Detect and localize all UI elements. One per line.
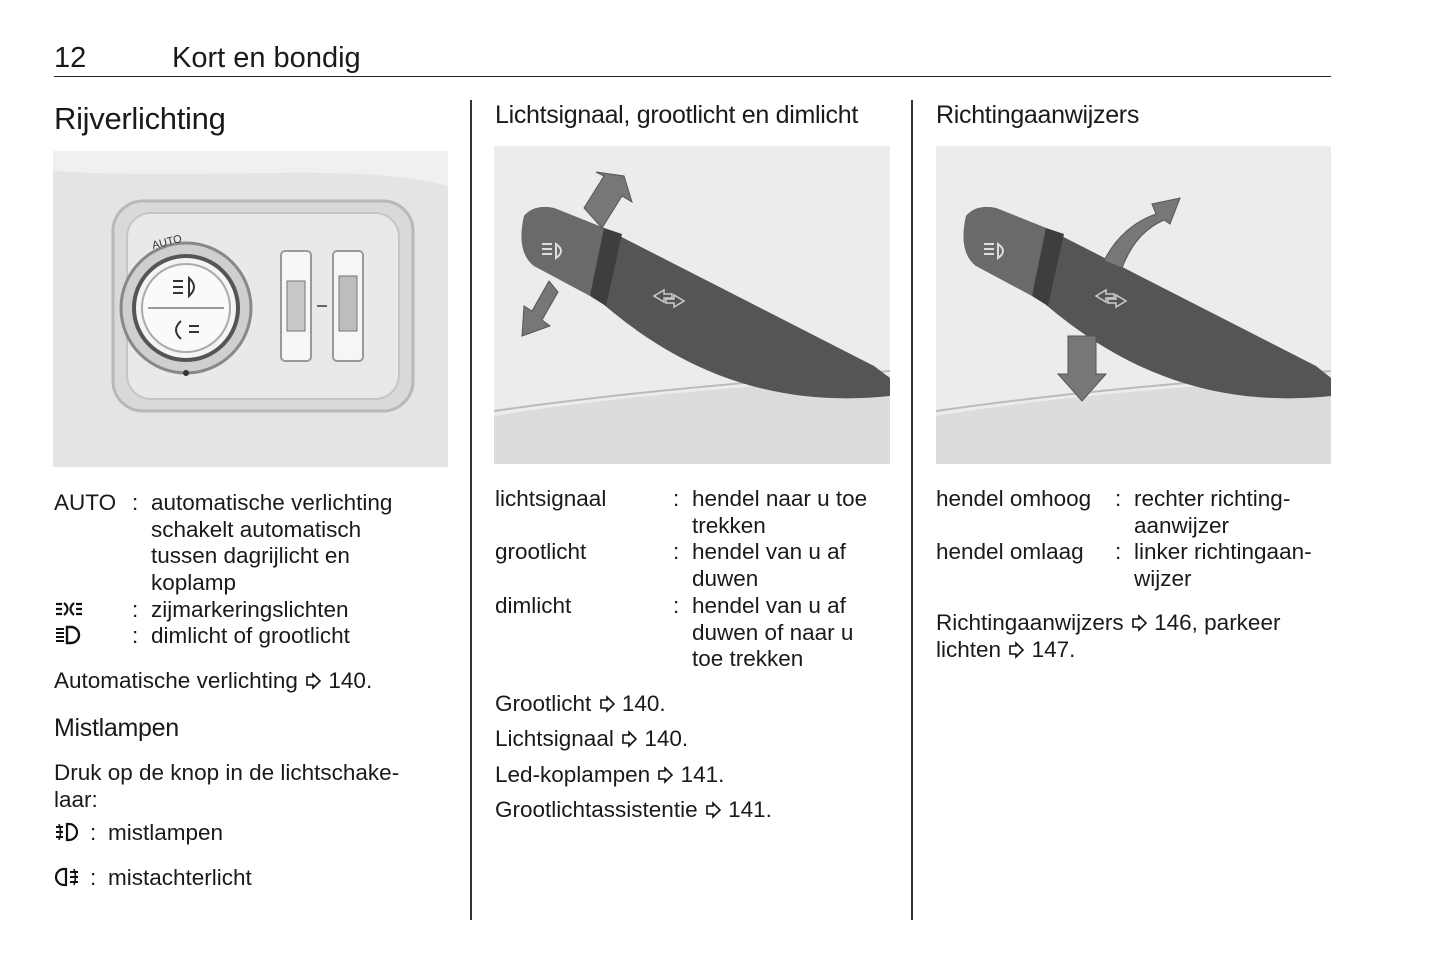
column-divider bbox=[470, 100, 472, 920]
auto-lighting-reference bbox=[54, 668, 454, 695]
turn-signal-stalk-illustration bbox=[936, 146, 1331, 464]
page-reference-arrow-icon bbox=[304, 672, 322, 690]
high-beam-assist-reference bbox=[495, 797, 772, 824]
definition-flash bbox=[495, 486, 890, 540]
high-beam-reference bbox=[495, 691, 666, 718]
page-reference-arrow-icon bbox=[1007, 641, 1025, 659]
light-switch-illustration bbox=[53, 151, 448, 467]
reference-page: 140. bbox=[621, 691, 666, 716]
flash-reference bbox=[495, 726, 688, 753]
definition-value: hendel van u af duwen bbox=[692, 539, 846, 591]
section-title: Rijverlichting bbox=[54, 101, 226, 136]
definition-value: zijmarkeringslichten bbox=[151, 597, 349, 622]
definition-value: hendel naar u toe trekken bbox=[692, 486, 868, 538]
header-rule bbox=[54, 76, 1331, 77]
led-reference bbox=[495, 762, 724, 789]
page-reference-arrow-icon bbox=[704, 801, 722, 819]
definition-key: grootlicht bbox=[495, 539, 587, 564]
section-title: Lichtsignaal, grootlicht en dimlicht bbox=[495, 101, 859, 129]
reference-text: lichten bbox=[936, 636, 1002, 662]
definition-key: lichtsignaal bbox=[495, 486, 607, 511]
definition-value: dimlicht of grootlicht bbox=[151, 623, 350, 648]
reference-page: 140. bbox=[644, 726, 689, 751]
rear-fog-light-icon bbox=[54, 865, 84, 892]
definition-rear-fog bbox=[54, 865, 444, 892]
reference-text: Grootlicht bbox=[495, 691, 592, 716]
definition-key: hendel omlaag bbox=[936, 539, 1084, 564]
fog-lights-heading: Mistlampen bbox=[54, 714, 179, 742]
definition-auto bbox=[54, 490, 444, 600]
reference-text: Richtingaanwijzers bbox=[936, 610, 1124, 635]
page-reference-arrow-icon bbox=[656, 766, 674, 784]
definition-colon: : bbox=[673, 593, 680, 618]
definition-key: hendel omhoog bbox=[936, 486, 1092, 511]
chapter-title: Kort en bondig bbox=[172, 42, 361, 74]
front-fog-light-icon bbox=[54, 820, 84, 847]
definition-colon: : bbox=[90, 820, 97, 845]
low-high-beam-icon bbox=[54, 623, 84, 650]
reference-text: Automatische verlichting bbox=[54, 668, 298, 693]
definition-side-markers bbox=[54, 597, 444, 624]
reference-page: 146, parkeer bbox=[1154, 610, 1281, 635]
definition-value: automatische verlichting schakelt automatisch tussen dagrijlicht en koplamp bbox=[151, 490, 393, 595]
definition-front-fog bbox=[54, 820, 444, 847]
definition-key: AUTO bbox=[54, 490, 117, 515]
definition-value: linker richtingaanwijzer bbox=[1134, 539, 1312, 591]
page-number: 12 bbox=[54, 42, 87, 74]
definition-colon: : bbox=[132, 623, 139, 648]
reference-text: Grootlichtassistentie bbox=[495, 797, 698, 822]
definition-colon: : bbox=[1115, 539, 1122, 564]
definition-colon: : bbox=[132, 597, 139, 622]
page-reference-arrow-icon bbox=[1130, 614, 1148, 632]
definition-colon: : bbox=[673, 486, 680, 511]
definition-lever-down bbox=[936, 539, 1331, 593]
turn-signal-reference bbox=[936, 610, 1331, 663]
reference-page: 141. bbox=[728, 797, 772, 822]
fog-lights-body: Druk op de knop in de lichtschakelaar: bbox=[54, 760, 400, 812]
auto-label: AUTO bbox=[150, 232, 184, 252]
definition-key: dimlicht bbox=[495, 593, 572, 618]
definition-value: hendel van u af duwen of naar u toe trekken bbox=[692, 593, 854, 671]
definition-value: rechter richtingaanwijzer bbox=[1134, 486, 1291, 538]
page-reference-arrow-icon bbox=[620, 730, 638, 748]
side-marker-lights-icon bbox=[54, 597, 84, 624]
reference-page: 147. bbox=[1031, 636, 1076, 662]
section-title: Richtingaanwijzers bbox=[936, 101, 1140, 129]
definition-lever-up bbox=[936, 486, 1331, 540]
page-reference-arrow-icon bbox=[598, 695, 616, 713]
column-divider bbox=[911, 100, 913, 920]
reference-page: 141. bbox=[680, 762, 725, 787]
headlight-stalk-illustration bbox=[494, 146, 890, 464]
definition-colon: : bbox=[673, 539, 680, 564]
reference-page: 140. bbox=[328, 668, 373, 693]
reference-text: Lichtsignaal bbox=[495, 726, 614, 751]
reference-text: Led-koplampen bbox=[495, 762, 651, 787]
definition-value: mistachterlicht bbox=[108, 865, 252, 890]
definition-colon: : bbox=[90, 865, 97, 890]
definition-high-beam bbox=[495, 539, 890, 593]
definition-colon: : bbox=[132, 490, 139, 515]
definition-beam bbox=[54, 623, 444, 650]
definition-colon: : bbox=[1115, 486, 1122, 511]
definition-low-beam bbox=[495, 593, 890, 673]
definition-value: mistlampen bbox=[108, 820, 224, 845]
